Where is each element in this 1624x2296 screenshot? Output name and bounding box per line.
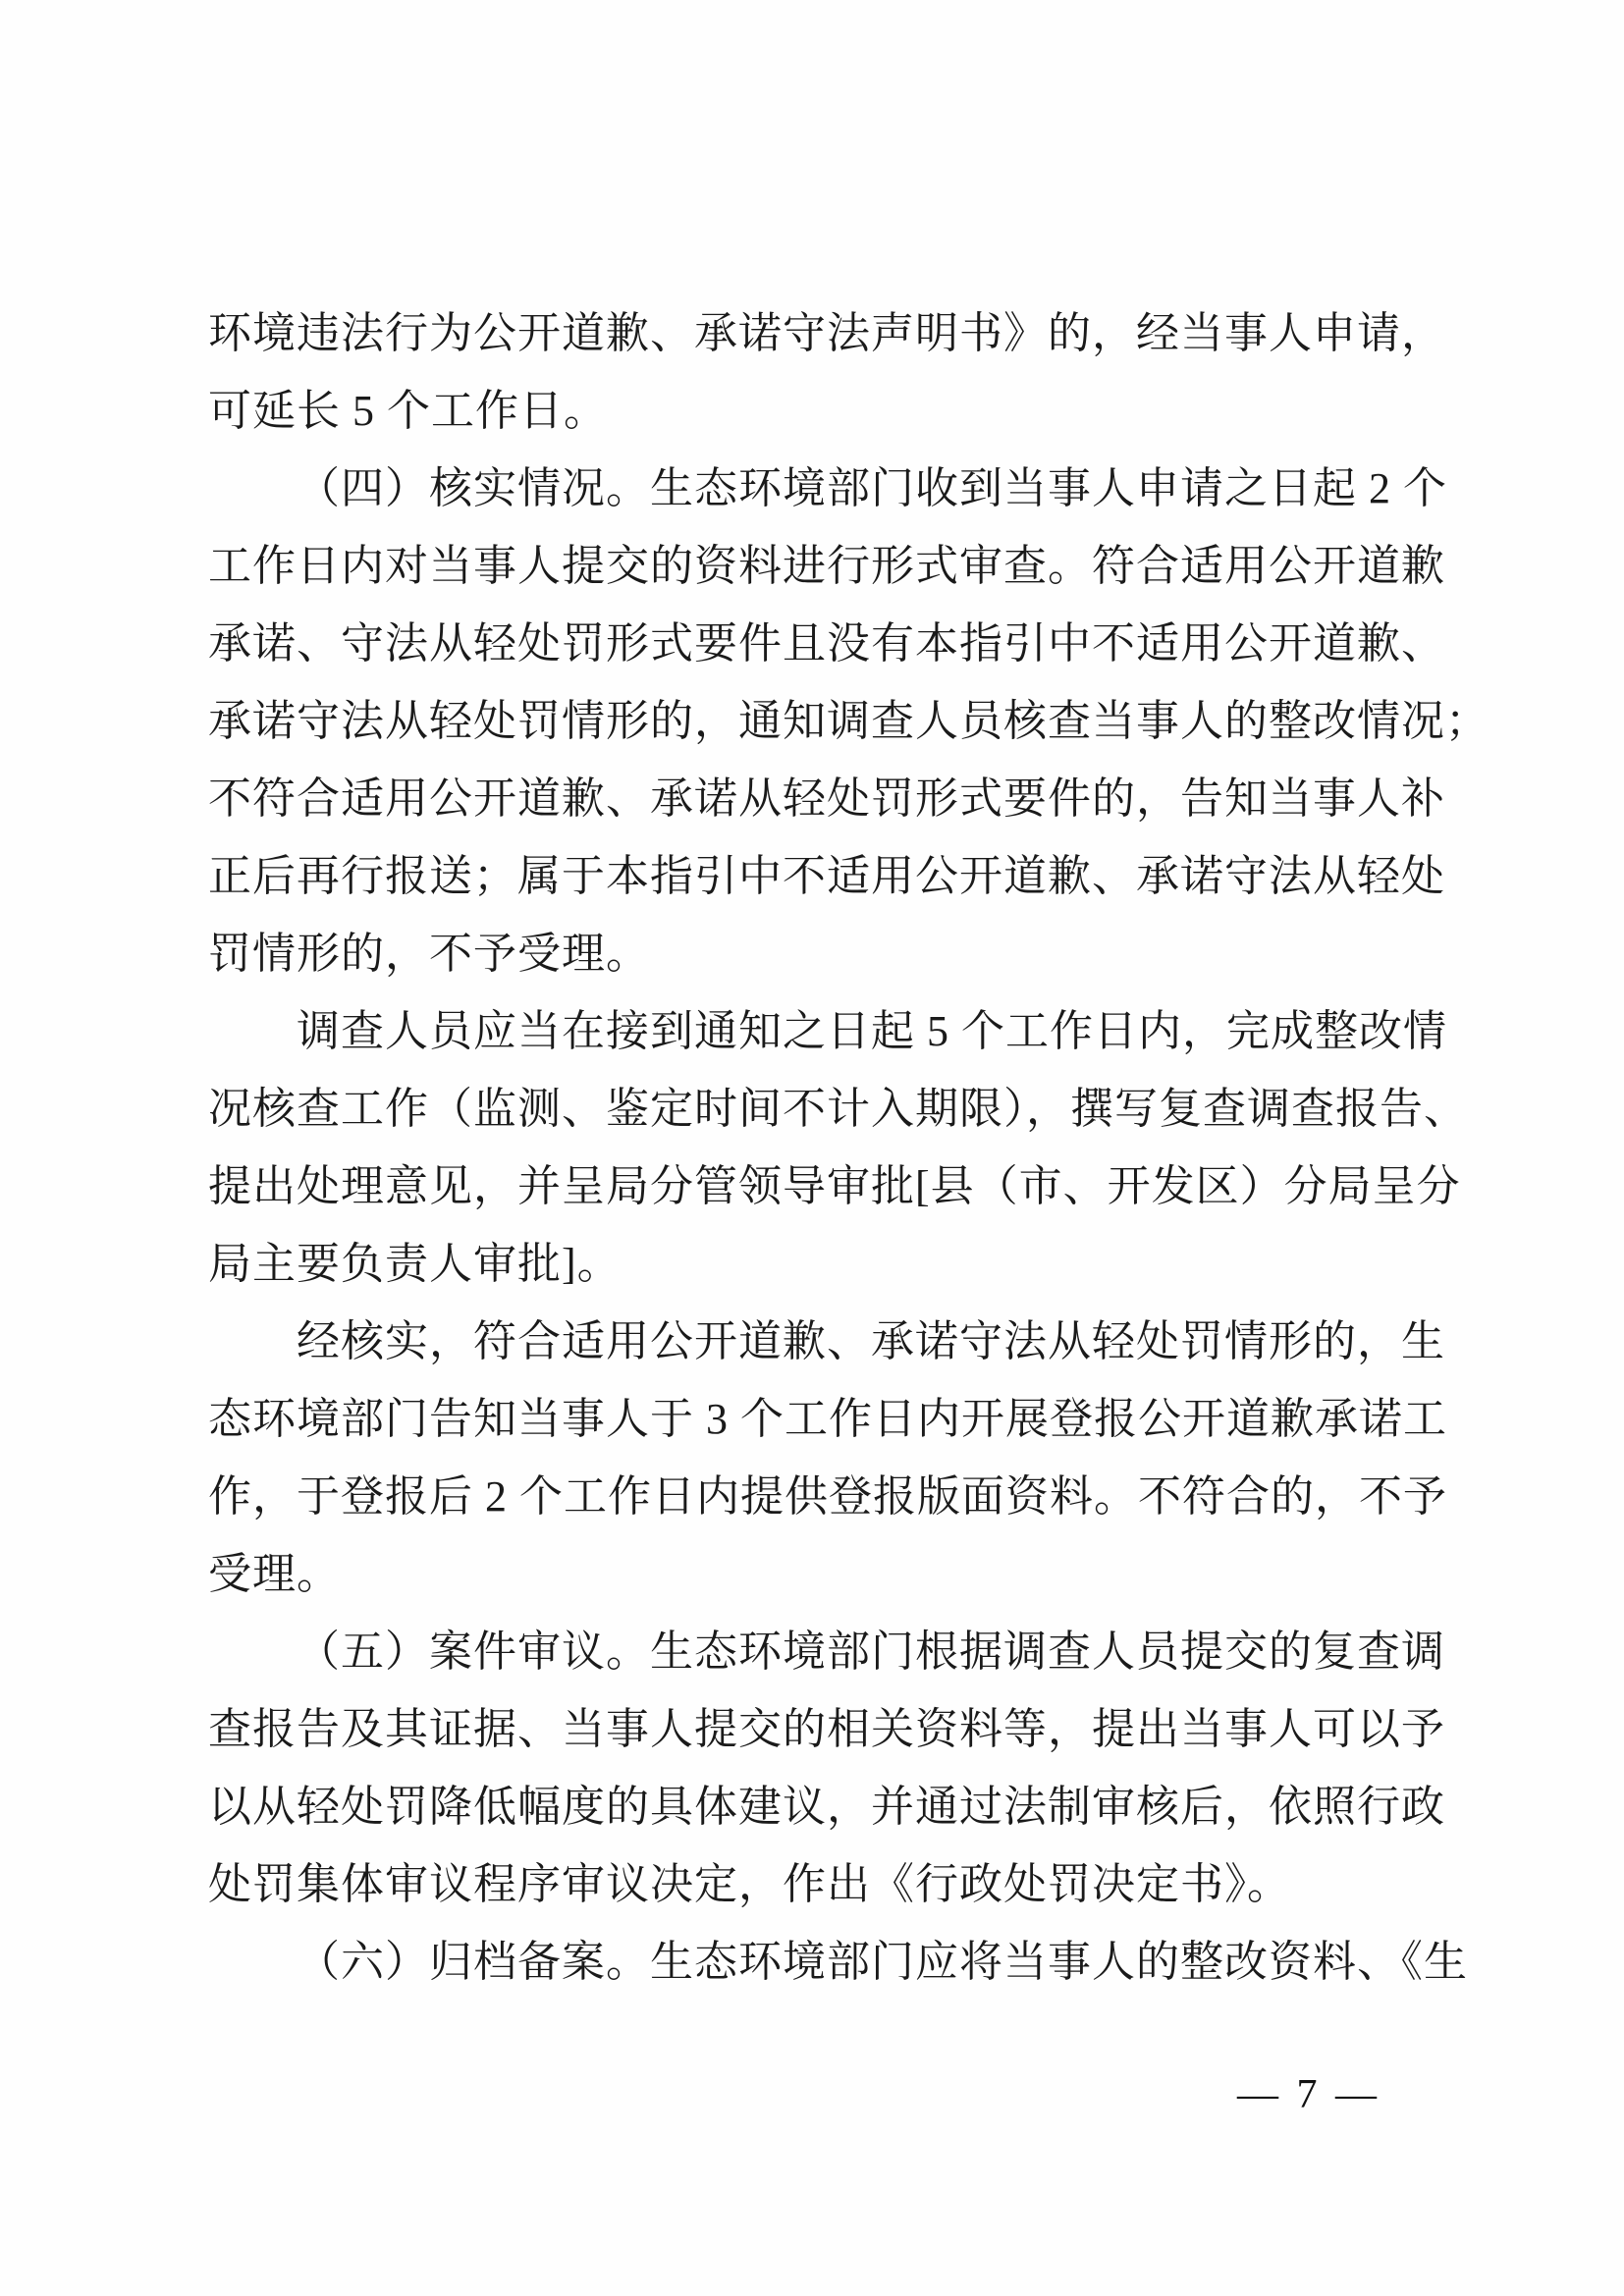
text-line: 调查人员应当在接到通知之日起 5 个工作日内，完成整改情 [297,1007,1447,1055]
text-line: 可延长 5 个工作日。 [208,387,608,435]
text-line: 承诺守法从轻处罚情形的，通知调查人员核查当事人的整改情况； [208,697,1489,745]
text-line: 处罚集体审议程序审议决定，作出《行政处罚决定书》。 [208,1860,1291,1908]
page-number: — 7 — [1237,2072,1380,2117]
text-line: （五）案件审议。生态环境部门根据调查人员提交的复查调 [297,1628,1445,1676]
text-line: （六）归档备案。生态环境部门应将当事人的整改资料、《生 [297,1938,1468,1986]
text-line: 受理。 [208,1550,341,1598]
text-line: 承诺、守法从轻处罚形式要件且没有本指引中不适用公开道歉、 [208,619,1445,667]
text-line: 以从轻处罚降低幅度的具体建议，并通过法制审核后，依照行政 [208,1783,1445,1831]
text-line: 正后再行报送；属于本指引中不适用公开道歉、承诺守法从轻处 [208,852,1445,900]
text-line: 局主要负责人审批]。 [208,1240,622,1288]
text-line: 不符合适用公开道歉、承诺从轻处罚形式要件的，告知当事人补 [208,774,1445,823]
text-line: 经核实，符合适用公开道歉、承诺守法从轻处罚情形的，生 [297,1317,1445,1365]
text-line: 况核查工作（监测、鉴定时间不计入期限），撰写复查调查报告、 [208,1085,1468,1133]
text-line: 环境违法行为公开道歉、承诺守法声明书》的，经当事人申请， [208,309,1445,357]
text-line: 提出处理意见，并呈局分管领导审批[县（市、开发区）分局呈分 [208,1162,1461,1210]
text-line: 查报告及其证据、当事人提交的相关资料等，提出当事人可以予 [208,1705,1445,1753]
text-line: 罚情形的，不予受理。 [208,930,650,978]
text-line: 工作日内对当事人提交的资料进行形式审查。符合适用公开道歉 [208,542,1445,590]
text-line: 态环境部门告知当事人于 3 个工作日内开展登报公开道歉承诺工 [208,1395,1447,1443]
page-body-text [208,294,1489,2001]
text-line: 作，于登报后 2 个工作日内提供登报版面资料。不符合的，不予 [208,1472,1447,1521]
text-line: （四）核实情况。生态环境部门收到当事人申请之日起 2 个 [297,464,1447,512]
